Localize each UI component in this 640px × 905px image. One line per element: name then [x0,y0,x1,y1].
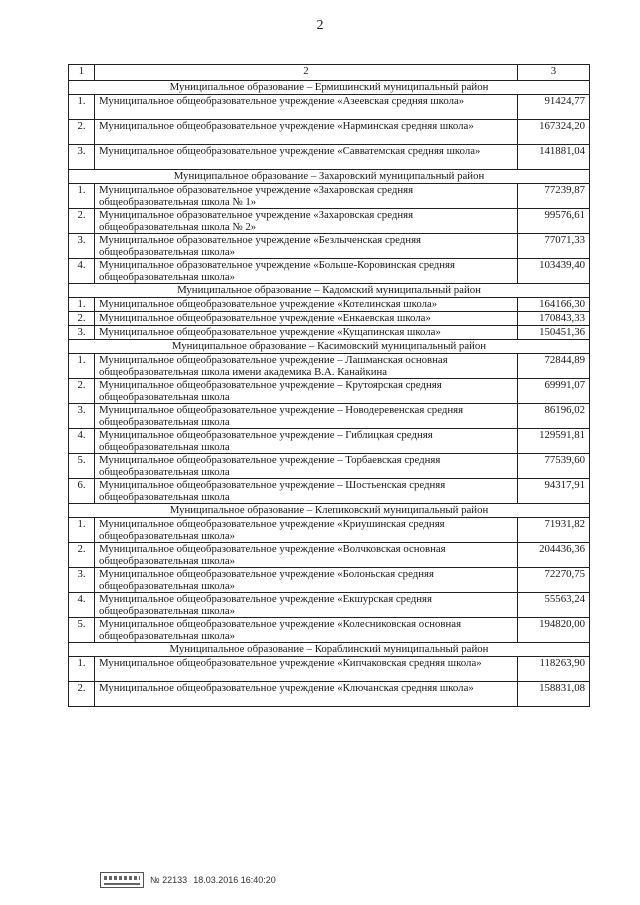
institution-name: Муниципальное общеобразовательное учреждение «Енкаевская школа» [95,312,518,326]
institution-name: Муниципальное общеобразовательное учреждение – Лашманская основная общеобразовательная школа имени академика В.А. Канайкина [95,354,518,379]
section-row [69,643,590,657]
row-number: 2. [69,120,95,145]
institution-name: Муниципальное общеобразовательное учреждение – Новодеревенская средняя общеобразовательная школа [95,404,518,429]
institution-name: Муниципальное общеобразовательное учреждение – Гиблицкая средняя общеобразовательная школа [95,429,518,454]
section-row [69,170,590,184]
table-row [69,326,590,340]
header-col-1: 1 [69,65,95,81]
table-row [69,657,590,682]
table-row [69,209,590,234]
table-row [69,479,590,504]
table-row [69,454,590,479]
funding-amount: 69991,07 [518,379,590,404]
row-number: 1. [69,95,95,120]
section-row [69,340,590,354]
section-title: Муниципальное образование – Захаровский муниципальный район [69,170,590,184]
document-timestamp: 18.03.2016 16:40:20 [193,875,276,885]
section-title: Муниципальное образование – Касимовский муниципальный район [69,340,590,354]
row-number: 2. [69,312,95,326]
row-number: 4. [69,593,95,618]
institution-name: Муниципальное общеобразовательное учреждение «Нарминская средняя школа» [95,120,518,145]
row-number: 3. [69,404,95,429]
table-row [69,259,590,284]
table-row [69,120,590,145]
table-row [69,184,590,209]
table-row [69,568,590,593]
table-row [69,298,590,312]
row-number: 4. [69,259,95,284]
page-number: 2 [316,18,324,33]
table-row [69,593,590,618]
funding-amount: 55563,24 [518,593,590,618]
section-row [69,81,590,95]
row-number: 1. [69,657,95,682]
section-row [69,504,590,518]
institution-name: Муниципальное общеобразовательное учреждение – Торбаевская средняя общеобразовательная школа [95,454,518,479]
funding-amount: 103439,40 [518,259,590,284]
row-number: 1. [69,184,95,209]
row-number: 1. [69,354,95,379]
table-body [69,65,590,707]
document-number: № 22133 [150,875,188,885]
row-number: 2. [69,379,95,404]
institution-name: Муниципальное общеобразовательное учреждение «Ключанская средняя школа» [95,682,518,707]
section-row [69,284,590,298]
table-row [69,682,590,707]
row-number: 3. [69,234,95,259]
institution-name: Муниципальное общеобразовательное учреждение «Волчковская основная общеобразовательная школа» [95,543,518,568]
table-row [69,543,590,568]
table-header-row [69,65,590,81]
institution-name: Муниципальное общеобразовательное учреждение «Кущапинская школа» [95,326,518,340]
row-number: 2. [69,682,95,707]
funding-amount: 77539,60 [518,454,590,479]
institution-name: Муниципальное общеобразовательное учреждение «Криушинская средняя общеобразовательная школа» [95,518,518,543]
table-row [69,145,590,170]
row-number: 3. [69,568,95,593]
institution-name: Муниципальное общеобразовательное учреждение «Кипчаковская средняя школа» [95,657,518,682]
institution-name: Муниципальное общеобразовательное учреждение «Екшурская средняя общеобразовательная школа» [95,593,518,618]
header-col-2: 2 [95,65,518,81]
row-number: 4. [69,429,95,454]
funding-amount: 72844,89 [518,354,590,379]
row-number: 3. [69,326,95,340]
institution-name: Муниципальное общеобразовательное учреждение «Котелинская школа» [95,298,518,312]
funding-amount: 164166,30 [518,298,590,312]
row-number: 3. [69,145,95,170]
funding-amount: 141881,04 [518,145,590,170]
table-row [69,234,590,259]
institution-name: Муниципальное общеобразовательное учреждение «Колесниковская основная общеобразовательная школа» [95,618,518,643]
institution-name: Муниципальное образовательное учреждение «Безлыченская средняя общеобразовательная школа» [95,234,518,259]
funding-amount: 71931,82 [518,518,590,543]
institution-name: Муниципальное общеобразовательное учреждение «Болоньская средняя общеобразовательная школа» [95,568,518,593]
funding-amount: 118263,90 [518,657,590,682]
funding-amount: 91424,77 [518,95,590,120]
document-barcode-icon [100,872,144,888]
institution-name: Муниципальное общеобразовательное учреждение «Азеевская средняя школа» [95,95,518,120]
section-title: Муниципальное образование – Кораблинский муниципальный район [69,643,590,657]
institution-name: Муниципальное общеобразовательное учреждение «Савватемская средняя школа» [95,145,518,170]
funding-amount: 77239,87 [518,184,590,209]
table-row [69,95,590,120]
table-row [69,379,590,404]
funding-amount: 94317,91 [518,479,590,504]
row-number: 5. [69,454,95,479]
institution-name: Муниципальное общеобразовательное учреждение – Шостьенская средняя общеобразовательная школа [95,479,518,504]
row-number: 2. [69,209,95,234]
institution-name: Муниципальное образовательное учреждение «Больше-Коровинская средняя общеобразовательная школа» [95,259,518,284]
funding-amount: 150451,36 [518,326,590,340]
table-row [69,429,590,454]
row-number: 5. [69,618,95,643]
funding-amount: 99576,61 [518,209,590,234]
school-funding-table [68,64,590,707]
institution-name: Муниципальное образовательное учреждение «Захаровская средняя общеобразовательная школа № 1» [95,184,518,209]
funding-amount: 158831,08 [518,682,590,707]
table-row [69,518,590,543]
funding-amount: 170843,33 [518,312,590,326]
row-number: 1. [69,518,95,543]
row-number: 1. [69,298,95,312]
section-title: Муниципальное образование – Клепиковский муниципальный район [69,504,590,518]
funding-amount: 194820,00 [518,618,590,643]
section-title: Муниципальное образование – Кадомский муниципальный район [69,284,590,298]
funding-amount: 167324,20 [518,120,590,145]
document-footer [100,872,276,888]
row-number: 2. [69,543,95,568]
section-title: Муниципальное образование – Ермишинский муниципальный район [69,81,590,95]
funding-amount: 77071,33 [518,234,590,259]
table-row [69,404,590,429]
funding-amount: 72270,75 [518,568,590,593]
institution-name: Муниципальное общеобразовательное учреждение – Крутоярская средняя общеобразовательная школа [95,379,518,404]
funding-amount: 204436,36 [518,543,590,568]
funding-amount: 86196,02 [518,404,590,429]
table-row [69,618,590,643]
header-col-3: 3 [518,65,590,81]
funding-amount: 129591,81 [518,429,590,454]
table-row [69,354,590,379]
institution-name: Муниципальное образовательное учреждение «Захаровская средняя общеобразовательная школа № 2» [95,209,518,234]
row-number: 6. [69,479,95,504]
table-row [69,312,590,326]
